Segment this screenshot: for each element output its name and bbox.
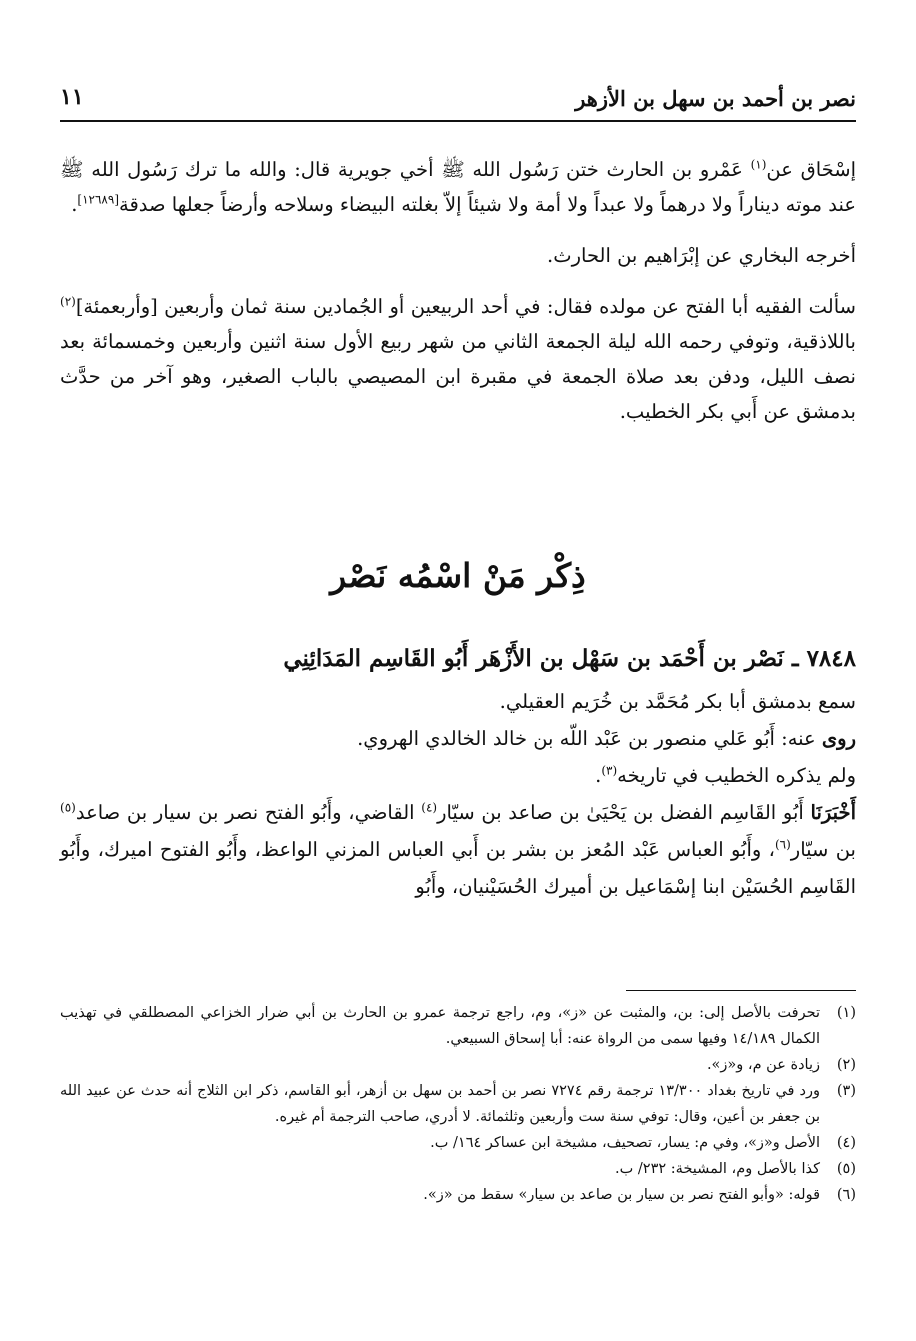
text-segment: عَمْرو بن الحارث ختن رَسُول الله ﷺ أخي جويرية قال: والله ما ترك رَسُول الله ﷺ عند موته ديناراً ولا درهماً ولا عبداً ولا أمة ولا شيئاً إلاّ بغلته البيضاء وسلاحه وأرضاً جعلها صدقة: [60, 158, 856, 216]
text-segment: .: [595, 764, 602, 787]
text-segment: القاضي، وأَبُو الفتح نصر بن سيار بن صاعد: [75, 801, 422, 824]
takhrij-paragraph: أخرجه البخاري عن إبْرَاهيم بن الحارث.: [547, 244, 856, 267]
entry-line: سمع بدمشق أبا بكر مُحَمَّد بن خُرَيم العقيلي.: [499, 690, 856, 713]
text-segment: باللاذقية، وتوفي رحمه الله ليلة الجمعة الثاني من شهر ربيع الأول سنة اثنين وأربعين وخمسمائة بعد نصف الليل، ودفن بعد صلاة الجمعة في مقبرة ابن المصيصي بالباب الصغير، وهو آخر من حدَّث بدمشق عن أَبي بكر الخطيب.: [60, 330, 856, 423]
birth-death-paragraph: [60, 289, 856, 429]
footnote-text: تحرفت بالأصل إلى: بن، والمثبت عن «ز»، وم، راجع ترجمة عمرو بن الحارث بن أبي ضرار الخزاعي المصطلقي في تهذيب الكمال ١٤/١٨٩ وفيها سمى من الرواة عنه: أبا إسحاق السبيعي.: [60, 1005, 820, 1047]
footnote-marker: (٥): [60, 800, 76, 815]
biography-entry: [60, 640, 856, 905]
text-segment: إسْحَاق عن: [766, 158, 856, 181]
text-segment: .: [71, 193, 78, 216]
text-segment: سألت الفقيه أبا الفتح عن مولده فقال: في أحد الربيعين أو الجُمادين سنة ثمان وأربعين [وأربعمئة]: [75, 295, 856, 318]
footnote-text: ورد في تاريخ بغداد ١٣/٣٠٠ ترجمة رقم ٧٢٧٤ نصر بن أحمد بن سهل بن أزهر، أبو القاسم، ذكر ابن الثلاج أنه حدث عن عبيد الله بن جعفر بن أعين، وقال: توفي سنة ست وأربعين وثلثمائة. لا أدري، صاحب الترجمة أم غيره.: [60, 1083, 820, 1125]
footnote: [60, 1182, 856, 1208]
footnote-number: (٤): [836, 1135, 856, 1151]
text-segment: عنه: أَبُو عَلي منصور بن عَبْد اللّه بن خالد الخالدي الهروي.: [357, 727, 822, 750]
page-header: [60, 80, 856, 122]
hadith-paragraph: [60, 152, 856, 222]
footnote-text: كذا بالأصل وم، المشيخة: ٢٣٢/ ب.: [615, 1161, 820, 1177]
footnote-marker: (٢): [60, 294, 76, 309]
entry-heading: ٧٨٤٨ ـ نَصْر بن أَحْمَد بن سَهْل بن الأَزْهَر أَبُو القَاسِم المَدَائِنِي: [283, 645, 856, 672]
footnote-number: (٣): [836, 1083, 856, 1099]
footnote-number: (٦): [836, 1187, 856, 1203]
footnote: [60, 1156, 856, 1182]
running-title: نصر بن أحمد بن سهل بن الأزهر: [575, 86, 856, 111]
entry-line: [60, 720, 856, 757]
footnote-text: زيادة عن م، و«ز».: [706, 1057, 820, 1073]
footnote-marker: (٤): [421, 800, 438, 815]
footnote-number: (١): [836, 1005, 856, 1021]
footnote: [60, 1130, 856, 1156]
footnote-text: قوله: «وأبو الفتح نصر بن سيار بن صاعد بن سيار» سقط من «ز».: [423, 1187, 820, 1203]
footnotes: [60, 1000, 856, 1208]
footnote: [60, 1078, 856, 1130]
text-segment: ، وأَبُو العباس عَبْد المُعز بن بشر بن أَبي العباس المزني الواعظ، وأَبُو الفتوح اميرك، وأَبُو القَاسِم الحُسَيْن ابنا إسْمَاعيل بن أميرك الحُسَيْنيان، وأَبُو: [60, 838, 856, 898]
footnote-marker: (٦): [774, 837, 791, 852]
intro-text: [60, 152, 856, 445]
text-segment: أَبُو القَاسِم الفضل بن يَحْيَىٰ بن صاعد بن سيّار: [437, 801, 811, 824]
isnad-paragraph: [60, 794, 856, 905]
hadith-reference: [١٢٦٨٩]: [77, 192, 120, 207]
entry-line: [60, 757, 856, 794]
footnote-separator: [626, 990, 856, 991]
footnote-number: (٥): [836, 1161, 856, 1177]
footnote: [60, 1000, 856, 1052]
akhbarana-label: أَخْبَرَنَا: [810, 801, 856, 824]
footnote-marker: (١): [750, 157, 767, 172]
narrated-label: روى: [821, 727, 856, 750]
footnote-marker: (٣): [601, 763, 618, 778]
section-title: ذِكْر مَنْ اسْمُه نَصْر: [330, 556, 586, 595]
page-number: ١١: [60, 84, 84, 110]
text-segment: بن سيّار: [790, 838, 856, 861]
footnote-text: الأصل و«ز»، وفي م: يسار، تصحيف، مشيخة ابن عساكر ١٦٤/ ب.: [430, 1135, 820, 1151]
footnote-number: (٢): [836, 1057, 856, 1073]
text-segment: ولم يذكره الخطيب في تاريخه: [617, 764, 856, 787]
footnote: [60, 1052, 856, 1078]
